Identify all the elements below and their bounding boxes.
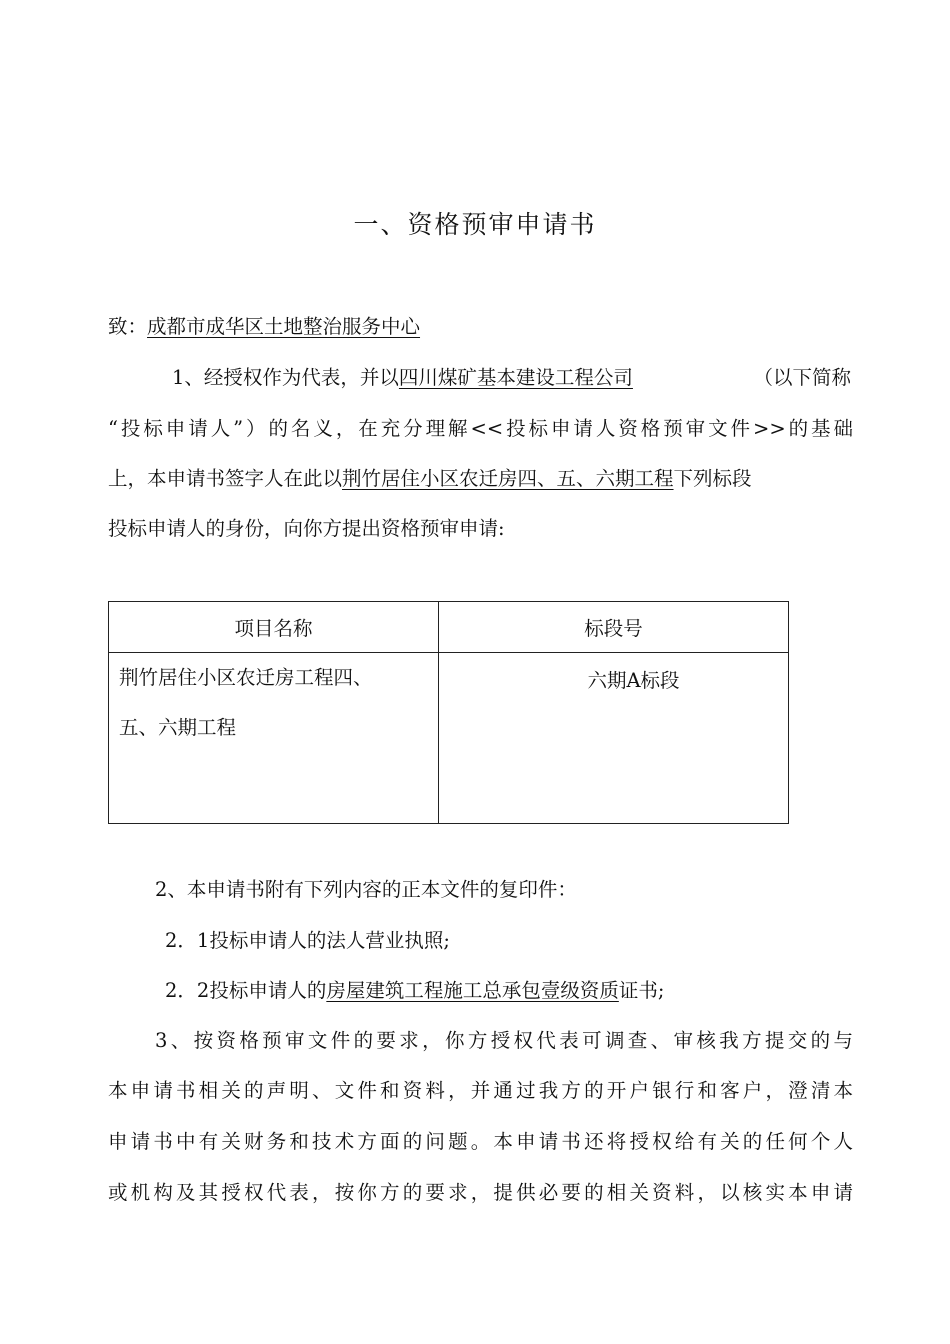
para2-text: 2．2投标申请人的 [165, 979, 327, 1002]
para2-text: 证书; [618, 979, 665, 1002]
para1-line1 [172, 365, 853, 391]
para1-abbrev: （以下简称 [753, 366, 851, 389]
para1-text: 上，本申请书签字人在此以 [108, 467, 343, 490]
col-header-project-name: 项目名称 [109, 602, 439, 653]
qualification-cert: 房屋建筑工程施工总承包壹级资质 [326, 979, 619, 1002]
document-title: 一、资格预审申请书 [353, 210, 597, 239]
cell-project-name-line2: 五、六期工程 [119, 716, 237, 739]
cell-section-no: 六期A标段 [439, 653, 789, 824]
cell-project-name-line1: 荆竹居住小区农迁房工程四、 [119, 666, 373, 689]
para2-item2 [165, 978, 853, 1004]
para3-line1: 3、按资格预审文件的要求，你方授权代表可调查、审核我方提交的与 [155, 1029, 853, 1052]
addressee-line [108, 314, 853, 340]
addressee-prefix: 致： [108, 315, 148, 338]
project-table [108, 601, 789, 824]
para2-intro: 2、本申请书附有下列内容的正本文件的复印件： [155, 878, 577, 901]
cell-project-name [109, 653, 439, 824]
para1-line2: “投标申请人”）的名义，在充分理解<<投标申请人资格预审文件>>的基础 [108, 417, 853, 440]
para3-line4: 或机构及其授权代表，按你方的要求，提供必要的相关资料，以核实本申请 [108, 1181, 853, 1204]
table-header-row [109, 602, 789, 653]
para3-line3: 申请书中有关财务和技术方面的问题。本申请书还将授权给有关的任何个人 [108, 1130, 853, 1153]
para1-line4: 投标申请人的身份，向你方提出资格预审申请: [108, 517, 505, 540]
para2-item1: 2．1投标申请人的法人营业执照; [165, 929, 450, 952]
addressee-name: 成都市成华区土地整治服务中心 [147, 315, 421, 338]
para1-text: 下列标段 [673, 467, 752, 490]
project-name: 荆竹居住小区农迁房四、五、六期工程 [342, 467, 674, 490]
para3-line2: 本申请书相关的声明、文件和资料，并通过我方的开户银行和客户，澄清本 [108, 1079, 853, 1102]
company-name: 四川煤矿基本建设工程公司 [398, 366, 633, 389]
para1-line3 [108, 466, 853, 492]
para1-text: 1、经授权作为代表，并以 [172, 366, 399, 389]
table-row [109, 653, 789, 824]
col-header-section-no: 标段号 [439, 602, 789, 653]
